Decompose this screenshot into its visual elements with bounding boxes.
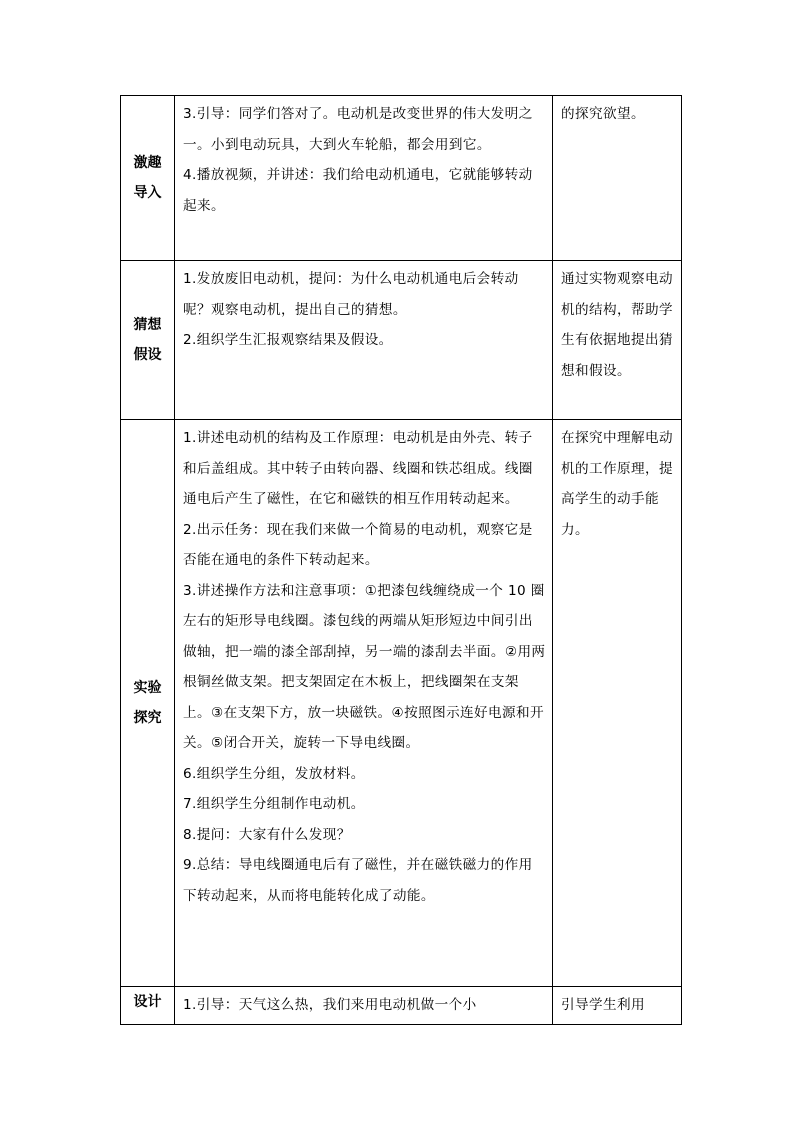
stage-cell: [121, 261, 175, 420]
step-text: 6.组织学生分组，发放材料。: [183, 765, 365, 782]
lesson-plan-table: [120, 95, 682, 1025]
goal-cell: [553, 420, 682, 987]
process-cell: [175, 420, 553, 987]
goal-cell: [553, 261, 682, 420]
step-text: 1.讲述电动机的结构及工作原理：电动机是由外壳、转子和后盖组成。其中转子由转向器、线圈和铁芯组成。线圈通电后产生了磁性，在它和磁铁的相互作用转动起来。: [183, 430, 533, 507]
process-cell: [175, 261, 553, 420]
process-cell: [175, 96, 553, 261]
step-text: 8.提问：大家有什么发现？: [183, 826, 351, 843]
goal-text: 在探究中理解电动机的工作原理，提高学生的动手能力。: [561, 430, 673, 538]
stage-label: 猜想: [133, 317, 162, 333]
table-row: [121, 261, 682, 420]
table-row: [121, 987, 682, 1025]
stage-label: 设计: [133, 994, 162, 1010]
process-cell: [175, 987, 553, 1025]
step-text: 3.引导：同学们答对了。电动机是改变世界的伟大发明之一。小到电动玩具，大到火车轮船，都会用到它。: [183, 106, 533, 153]
stage-cell: [121, 96, 175, 261]
table-row: [121, 96, 682, 261]
goal-text: 通过实物观察电动机的结构，帮助学生有依据地提出猜想和假设。: [561, 271, 673, 379]
stage-label: 假设: [133, 347, 162, 363]
goal-cell: [553, 96, 682, 261]
stage-label: 激趣: [133, 155, 162, 171]
step-text: 2.组织学生汇报观察结果及假设。: [183, 332, 393, 348]
step-text: 9.总结：导电线圈通电后有了磁性，并在磁铁磁力的作用下转动起来，从而将电能转化成了动能。: [183, 857, 533, 904]
stage-cell: [121, 420, 175, 987]
step-text: 4.播放视频，并讲述：我们给电动机通电，它就能够转动起来。: [183, 167, 533, 214]
step-text: 2.出示任务：现在我们来做一个简易的电动机，观察它是否能在通电的条件下转动起来。: [183, 521, 533, 568]
table-row: [121, 420, 682, 987]
stage-label: 导入: [133, 185, 162, 201]
stage-label: 探究: [133, 710, 162, 726]
goal-cell: [553, 987, 682, 1025]
goal-text: 的探究欲望。: [561, 106, 645, 122]
step-text: 1.引导：天气这么热，我们来用电动机做一个小: [183, 997, 477, 1013]
step-text: 3.讲述操作方法和注意事项：①把漆包线缠绕成一个 10 圈左右的矩形导电线圈。漆包线的两端从矩形短边中间引出做轴，把一端的漆全部刮掉，另一端的漆刮去半面。②用两根铜丝做支架。把支架固定在木板上，把线圈架在支架上。③在支架下方，放一块磁铁。④按照图示连好电源和开关。⑤闭合开关，旋转一下导电线圈。: [183, 582, 546, 751]
stage-cell: [121, 987, 175, 1025]
step-text: 1.发放废旧电动机，提问：为什么电动机通电后会转动呢？观察电动机，提出自己的猜想。: [183, 271, 519, 318]
step-text: 7.组织学生分组制作电动机。: [183, 796, 365, 812]
stage-label: 实验: [133, 680, 162, 696]
goal-text: 引导学生利用: [561, 997, 645, 1013]
